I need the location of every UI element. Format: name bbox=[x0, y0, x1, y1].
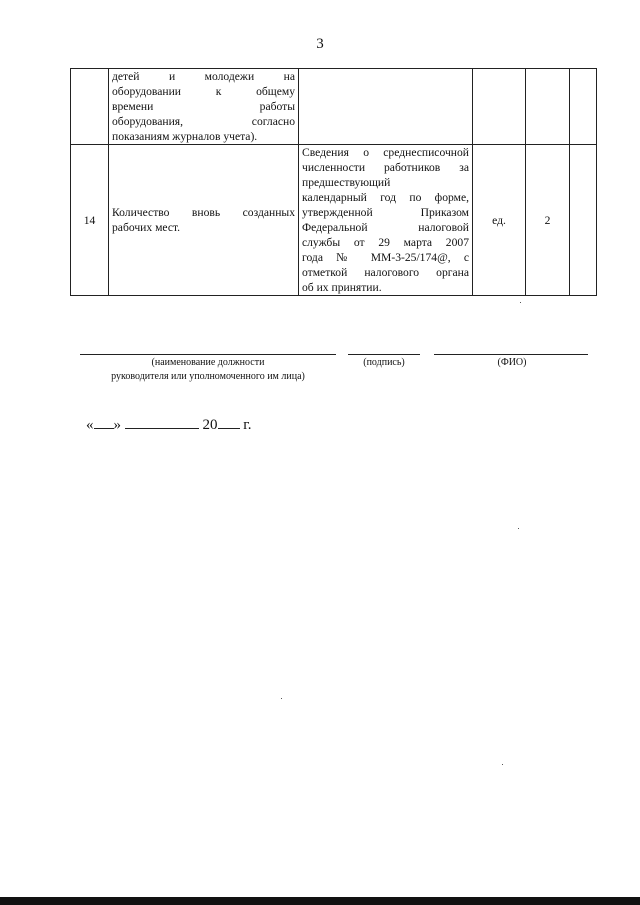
table-row-continuation bbox=[71, 69, 597, 145]
name-caption: (ФИО) bbox=[497, 357, 527, 368]
source-line: об их принятии. bbox=[302, 281, 382, 294]
cell-extra bbox=[570, 69, 597, 145]
source-line: календарный год по форме, bbox=[302, 191, 469, 204]
source-line: Федеральной налоговой bbox=[302, 221, 469, 234]
signature-line bbox=[348, 354, 420, 355]
cell-indicator-continuation bbox=[109, 69, 299, 145]
year-suffix: г. bbox=[243, 417, 252, 433]
cell-extra bbox=[570, 145, 597, 296]
table-row-14 bbox=[71, 145, 597, 296]
position-caption-2 bbox=[70, 370, 346, 384]
continuation-line: оборудования, согласно bbox=[112, 115, 295, 128]
signature-caption: (подпись) bbox=[363, 357, 405, 368]
month-blank bbox=[125, 416, 199, 429]
source-line: численности работников за bbox=[302, 161, 469, 174]
year-prefix: 20 bbox=[202, 417, 218, 433]
indicator-name: Количество вновь созданных рабочих мест. bbox=[109, 145, 299, 296]
source-line: отметкой налогового органа bbox=[302, 266, 469, 279]
scan-speck bbox=[281, 698, 282, 699]
scan-speck bbox=[502, 764, 503, 765]
continuation-line: детей и молодежи на bbox=[112, 70, 295, 83]
cell-value bbox=[526, 69, 570, 145]
scan-speck bbox=[518, 528, 519, 529]
date-line bbox=[86, 416, 251, 434]
source-line: службы от 29 марта 2007 bbox=[302, 236, 469, 249]
position-caption-line2: руководителя или уполномоченного им лица) bbox=[111, 371, 305, 382]
row-number: 14 bbox=[71, 145, 109, 296]
value: 2 bbox=[526, 145, 570, 296]
scan-speck bbox=[520, 302, 521, 303]
open-quote: « bbox=[86, 417, 94, 433]
year-blank bbox=[218, 416, 240, 429]
source-line: года № ММ-3-25/174@, с bbox=[302, 251, 469, 264]
close-quote: » bbox=[113, 417, 121, 433]
data-source bbox=[299, 145, 473, 296]
scan-border bbox=[0, 897, 640, 905]
unit: ед. bbox=[473, 145, 526, 296]
continuation-line: оборудовании к общему bbox=[112, 85, 295, 98]
day-blank bbox=[94, 416, 114, 429]
continuation-line: показаниям журналов учета). bbox=[112, 130, 258, 143]
cell-source bbox=[299, 69, 473, 145]
source-line: предшествующий bbox=[302, 176, 391, 189]
indicators-table bbox=[70, 68, 597, 296]
name-line bbox=[434, 354, 588, 355]
position-caption-line1: (наименование должности bbox=[151, 357, 265, 368]
position-caption bbox=[86, 356, 330, 370]
source-line: утвержденной Приказом bbox=[302, 206, 469, 219]
source-line: Сведения о среднесписочной bbox=[302, 146, 469, 159]
cell-unit bbox=[473, 69, 526, 145]
cell-number bbox=[71, 69, 109, 145]
position-line bbox=[80, 354, 336, 355]
continuation-line: времени работы bbox=[112, 100, 295, 113]
page-number: 3 bbox=[316, 36, 324, 52]
